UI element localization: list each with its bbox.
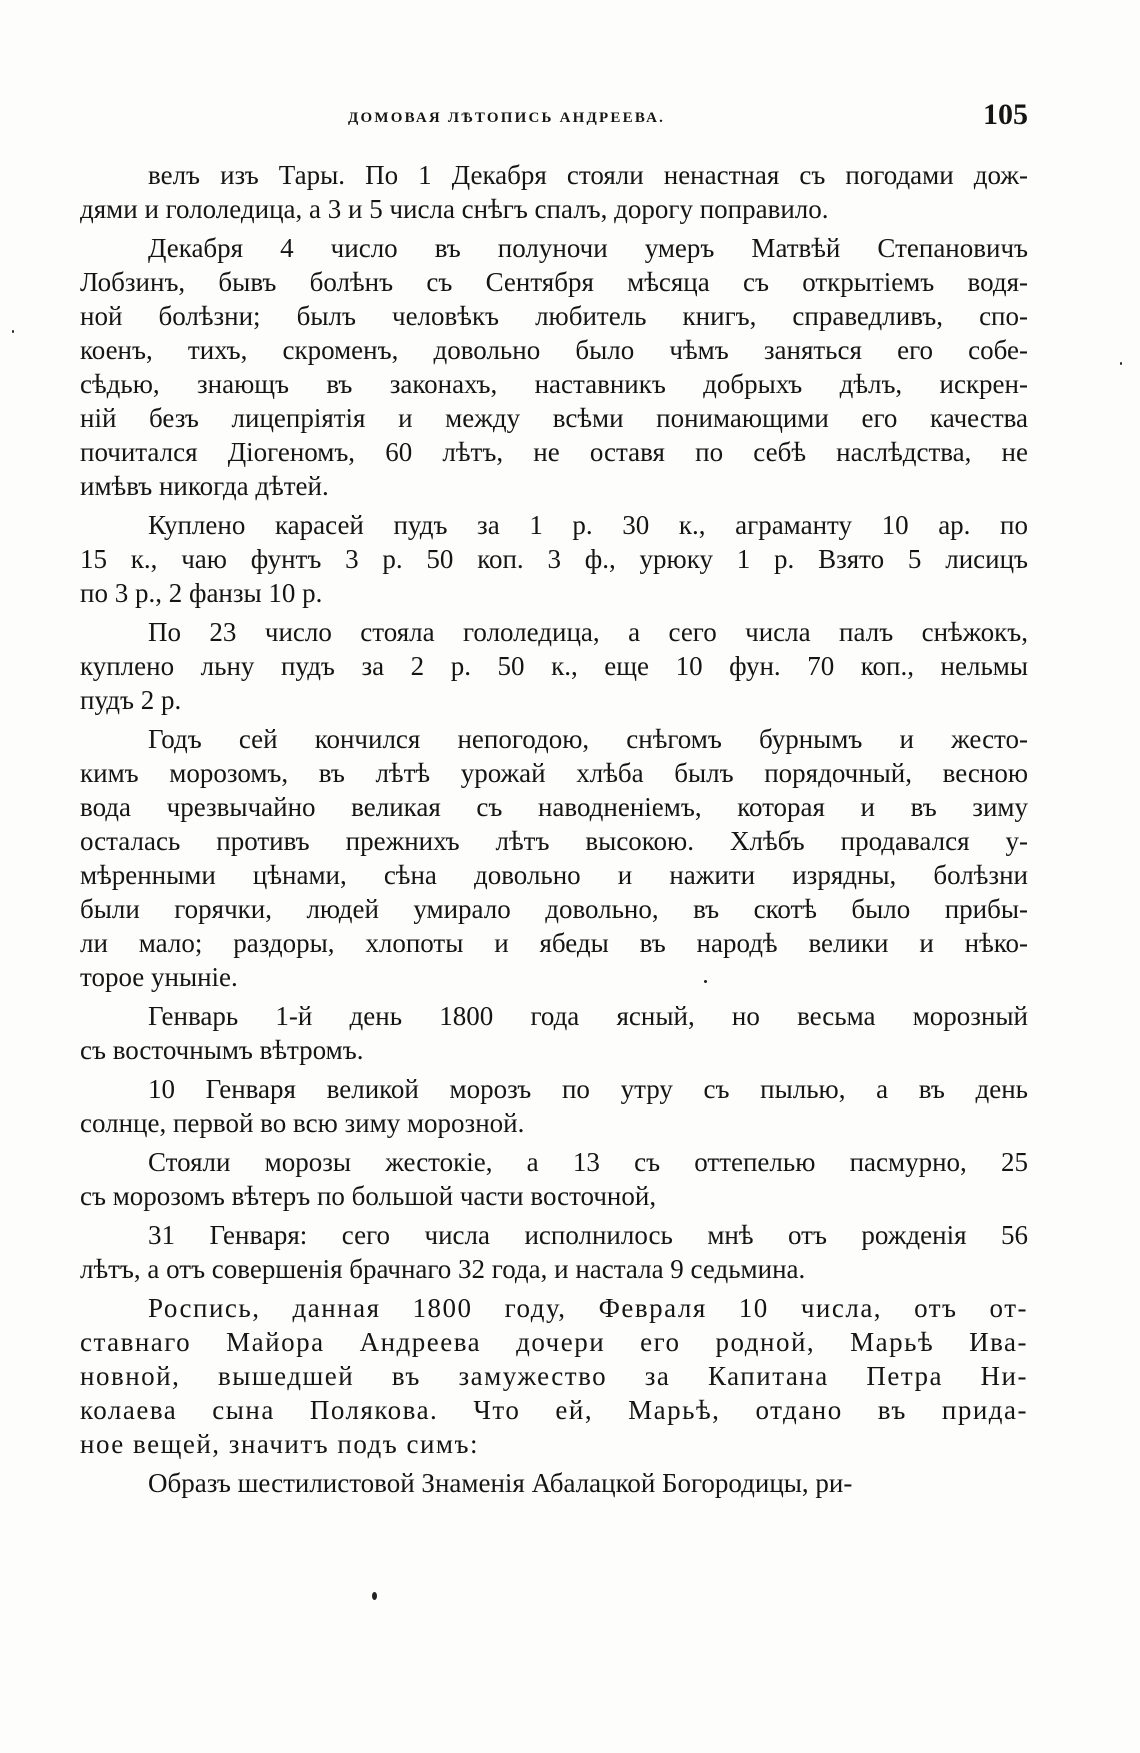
text-line: Годъ сей кончился непогодою, снѣгомъ бурнымъ и жесто- [148, 724, 1028, 754]
text-line: имѣвъ никогда дѣтей. [80, 471, 329, 501]
text-line: съ морозомъ вѣтеръ по большой части восточной, [80, 1181, 657, 1211]
text-line: Роспись, данная 1800 году, Февраля 10 числа, отъ от- [148, 1293, 1028, 1323]
paragraph [80, 615, 1028, 717]
paragraph [80, 1145, 1028, 1213]
text-line: ставнаго Майора Андреева дочери его родной, Марьѣ Ива- [80, 1327, 1028, 1357]
paragraph [80, 158, 1028, 226]
text-line: по 3 р., 2 фанзы 10 р. [80, 578, 323, 608]
text-line: Образъ шестилистовой Знаменія Абалацкой Богородицы, ри- [148, 1468, 853, 1498]
text-line: почитался Діогеномъ, 60 лѣтъ, не оставя по себѣ наслѣдства, не [80, 437, 1028, 467]
text-line: осталась противъ прежнихъ лѣтъ высокою. Хлѣбъ продавался у- [80, 826, 1028, 856]
text-line: дями и гололедица, а 3 и 5 числа снѣгъ спалъ, дорогу поправило. [80, 194, 829, 224]
text-line: Куплено карасей пудъ за 1 р. 30 к., аграманту 10 ар. по [148, 510, 1028, 540]
text-line: новной, вышедшей въ замужество за Капитана Петра Ни- [80, 1361, 1028, 1391]
ink-speck [12, 330, 14, 333]
text-line: ли мало; раздоры, хлопоты и ябеды въ народѣ велики и нѣко- [80, 928, 1028, 958]
paragraph [80, 508, 1028, 610]
ink-speck [1120, 362, 1122, 365]
page-number: 105 [983, 98, 1028, 131]
text-line: Стояли морозы жестокіе, а 13 съ оттепелью пасмурно, 25 [148, 1147, 1028, 1177]
text-line: 31 Генваря: сего числа исполнилось мнѣ отъ рожденія 56 [148, 1220, 1028, 1250]
text-line: лѣтъ, а отъ совершенія брачнаго 32 года, и настала 9 седьмина. [80, 1254, 806, 1284]
text-line: мѣренными цѣнами, сѣна довольно и нажити изрядны, болѣзни [80, 860, 1028, 890]
running-title: ДОМОВАЯ ЛѢТОПИСЬ АНДРЕЕВА. [348, 110, 666, 126]
text-line: сѣдью, знающъ въ законахъ, наставникъ добрыхъ дѣлъ, искрен- [80, 369, 1028, 399]
text-line: ной болѣзни; былъ человѣкъ любитель книгъ, справедливъ, спо- [80, 301, 1028, 331]
paragraph [80, 722, 1028, 994]
text-line: ній безъ лицепріятія и между всѣми понимающими его качества [80, 403, 1028, 433]
text-line: коенъ, тихъ, скроменъ, довольно было чѣмъ заняться его собе- [80, 335, 1028, 365]
page-header [78, 98, 1028, 138]
text-line: солнце, первой во всю зиму морозной. [80, 1108, 525, 1138]
text-line: По 23 число стояла гололедица, а сего числа палъ снѣжокъ, [148, 617, 1028, 647]
text-line: ное вещей, значитъ подъ симъ: [80, 1429, 479, 1459]
paragraph [80, 999, 1028, 1067]
text-line: Лобзинъ, бывъ болѣнъ съ Сентября мѣсяца съ открытіемъ водя- [80, 267, 1028, 297]
text-line: пудъ 2 р. [80, 685, 182, 715]
paragraph [80, 231, 1028, 503]
text-line: Декабря 4 число въ полуночи умеръ Матвѣй Степановичъ [148, 233, 1028, 263]
text-line: кимъ морозомъ, въ лѣтѣ урожай хлѣба былъ порядочный, весною [80, 758, 1028, 788]
paragraph [80, 1072, 1028, 1140]
text-line: 10 Генваря великой морозъ по утру съ пылью, а въ день [148, 1074, 1028, 1104]
text-line: велъ изъ Тары. По 1 Декабря стояли ненастная съ погодами дож- [148, 160, 1028, 190]
ink-speck [704, 980, 707, 983]
text-line: 15 к., чаю фунтъ 3 р. 50 коп. 3 ф., урюку 1 р. Взято 5 лисицъ [80, 544, 1028, 574]
text-line: Генварь 1-й день 1800 года ясный, но весьма морозный [148, 1001, 1028, 1031]
text-line: были горячки, людей умирало довольно, въ скотѣ было прибы- [80, 894, 1028, 924]
body-text [80, 158, 1028, 1505]
text-line: колаева сына Полякова. Что ей, Марьѣ, отдано въ прида- [80, 1395, 1028, 1425]
paragraph [80, 1466, 1028, 1500]
paragraph [80, 1218, 1028, 1286]
text-line: вода чрезвычайно великая съ наводненіемъ, которая и въ зиму [80, 792, 1028, 822]
paragraph [80, 1291, 1028, 1461]
text-line: куплено льну пудъ за 2 р. 50 к., еще 10 фун. 70 коп., нельмы [80, 651, 1028, 681]
ink-speck [372, 1592, 377, 1600]
text-line: торое уныніе. [80, 962, 238, 992]
text-line: съ восточнымъ вѣтромъ. [80, 1035, 364, 1065]
